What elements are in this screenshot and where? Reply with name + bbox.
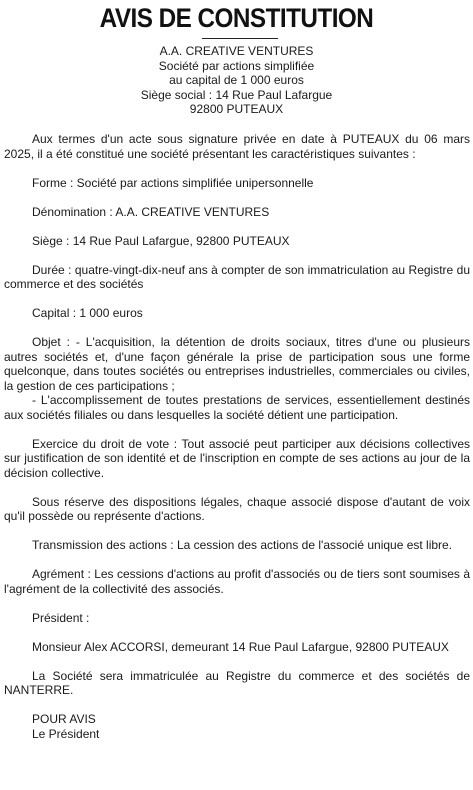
- president-paragraph: Monsieur Alex ACCORSI, demeurant 14 Rue Paul Lafargue, 92800 PUTEAUX: [32, 639, 449, 654]
- notice-body: [4, 132, 470, 741]
- duree-paragraph: Durée : quatre-vingt-dix-neuf ans à compter de son immatriculation au Registre du commerce et des sociétés: [4, 262, 470, 291]
- transmission-paragraph: Transmission des actions : La cession des actions de l'associé unique est libre.: [32, 538, 453, 552]
- company-address: Siège social : 14 Rue Paul Lafargue: [140, 87, 333, 102]
- president-label: Président :: [32, 610, 90, 625]
- objet-line-2: - L'accomplissement de toutes prestations de services, essentiellement destinés aux sociétés filiales ou dans lesquelles la société détient une participation.: [4, 393, 470, 422]
- title-underline: [202, 38, 278, 39]
- closing-line: POUR AVIS: [32, 712, 96, 726]
- immatriculation-paragraph: La Société sera immatriculée au Registre du commerce et des sociétés de NANTERRE.: [4, 668, 470, 697]
- intro-paragraph: Aux termes d'un acte sous signature privée en date à PUTEAUX du 06 mars 2025, il a été constitué une société présentant les caractéristiques suivantes :: [4, 132, 470, 161]
- company-city: 92800 PUTEAUX: [189, 102, 284, 116]
- denomination-paragraph: Dénomination : A.A. CREATIVE VENTURES: [32, 204, 270, 219]
- company-capital: au capital de 1 000 euros: [169, 73, 304, 87]
- company-name: A.A. CREATIVE VENTURES: [159, 44, 314, 58]
- siege-paragraph: Siège : 14 Rue Paul Lafargue, 92800 PUTEAUX: [32, 233, 290, 248]
- signatory-line: Le Président: [32, 726, 100, 741]
- objet-line-1: Objet : - L'acquisition, la détention de droits sociaux, titres d'une ou plusieurs autres sociétés et, d'une façon générale la prise de participation sous une forme quelconque, dans toutes sociétés ou entreprises industrielles, commerciales ou civiles, la gestion de ces participations ;: [4, 335, 470, 393]
- vote-paragraph: Exercice du droit de vote : Tout associé peut participer aux décisions collectives sur justification de son identité et de l'inscription en compte de ses actions au jour de la décision collective.: [4, 436, 470, 480]
- notice-title: AVIS DE CONSTITUTION: [99, 3, 374, 33]
- objet-paragraph: [4, 335, 470, 422]
- capital-paragraph: Capital : 1 000 euros: [32, 306, 143, 320]
- company-header: [0, 44, 473, 117]
- signature-block: [4, 712, 470, 741]
- forme-paragraph: Forme : Société par actions simplifiée unipersonnelle: [32, 175, 314, 190]
- reserve-paragraph: Sous réserve des dispositions légales, chaque associé dispose d'autant de voix qu'il possède ou représente d'actions.: [4, 494, 470, 523]
- company-form: Société par actions simplifiée: [158, 58, 315, 73]
- agrement-paragraph: Agrément : Les cessions d'actions au profit d'associés ou de tiers sont soumises à l'agrément de la collectivité des associés.: [4, 567, 470, 596]
